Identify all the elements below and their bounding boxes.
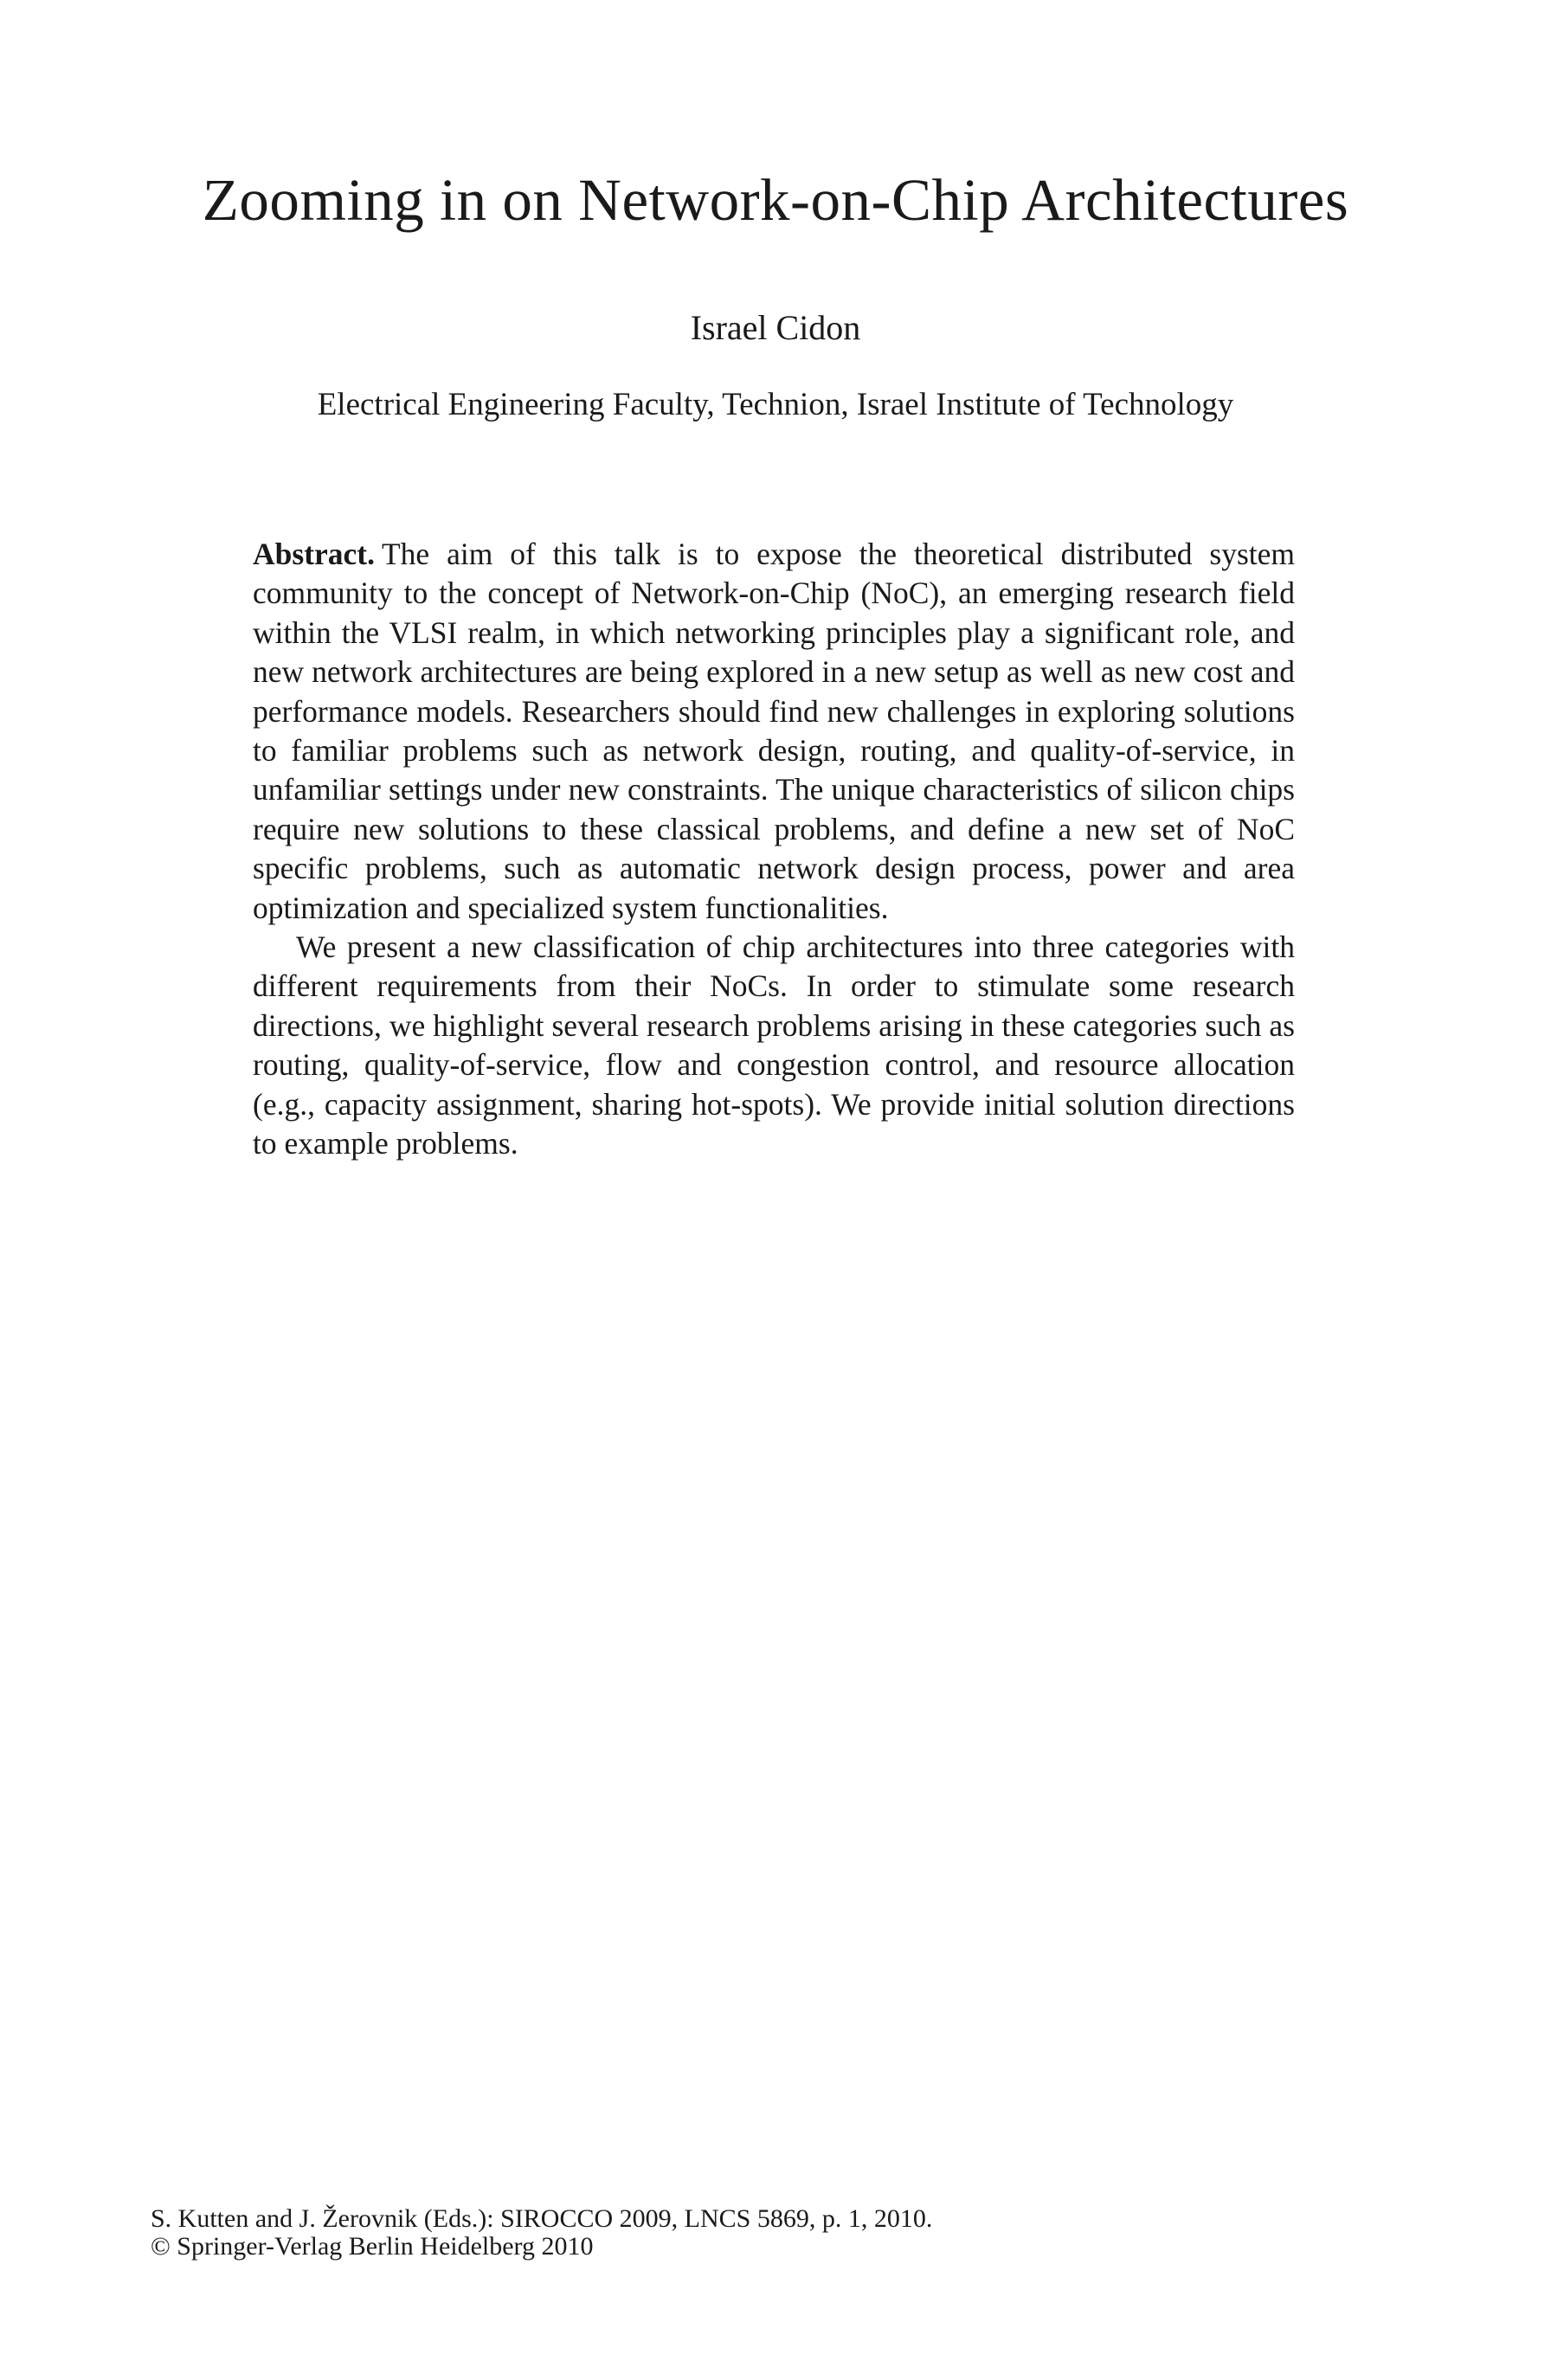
paper-title: Zooming in on Network-on-Chip Architectures	[202, 167, 1349, 233]
author-affiliation: Electrical Engineering Faculty, Technion, Israel Institute of Technology	[317, 387, 1234, 422]
copyright-line: © Springer-Verlag Berlin Heidelberg 2010	[151, 2232, 594, 2261]
author-name: Israel Cidon	[690, 308, 861, 347]
abstract-section	[253, 535, 1295, 1164]
abstract-paragraph-2: We present a new classification of chip architectures into three categories with different requirements from their NoCs. In order to stimulate some research directions, we highlight several research problems arising in these categories such as routing, quality-of-service, flow and congestion control, and resource allocation (e.g., capacity assignment, sharing hot-spots). We provide initial solution directions to example problems.	[253, 929, 1295, 1161]
abstract-paragraph-1	[253, 535, 1295, 928]
abstract-heading: Abstract.	[253, 537, 375, 571]
citation-line: S. Kutten and J. Žerovnik (Eds.): SIROCCO 2009, LNCS 5869, p. 1, 2010.	[151, 2204, 933, 2233]
abstract-paragraph-1-text: The aim of this talk is to expose the theoretical distributed system community to the concept of Network-on-Chip (NoC), an emerging research field within the VLSI realm, in which networking principles play a significant role, and new network architectures are being explored in a new setup as well as new cost and performance models. Researchers should find new challenges in exploring solutions to familiar problems such as network design, routing, and quality-of-service, in unfamiliar settings under new constraints. The unique characteristics of silicon chips require new solutions to these classical problems, and define a new set of NoC specific problems, such as automatic network design process, power and area optimization and specialized system functionalities.	[253, 537, 1295, 925]
page-footer	[151, 2205, 1276, 2261]
